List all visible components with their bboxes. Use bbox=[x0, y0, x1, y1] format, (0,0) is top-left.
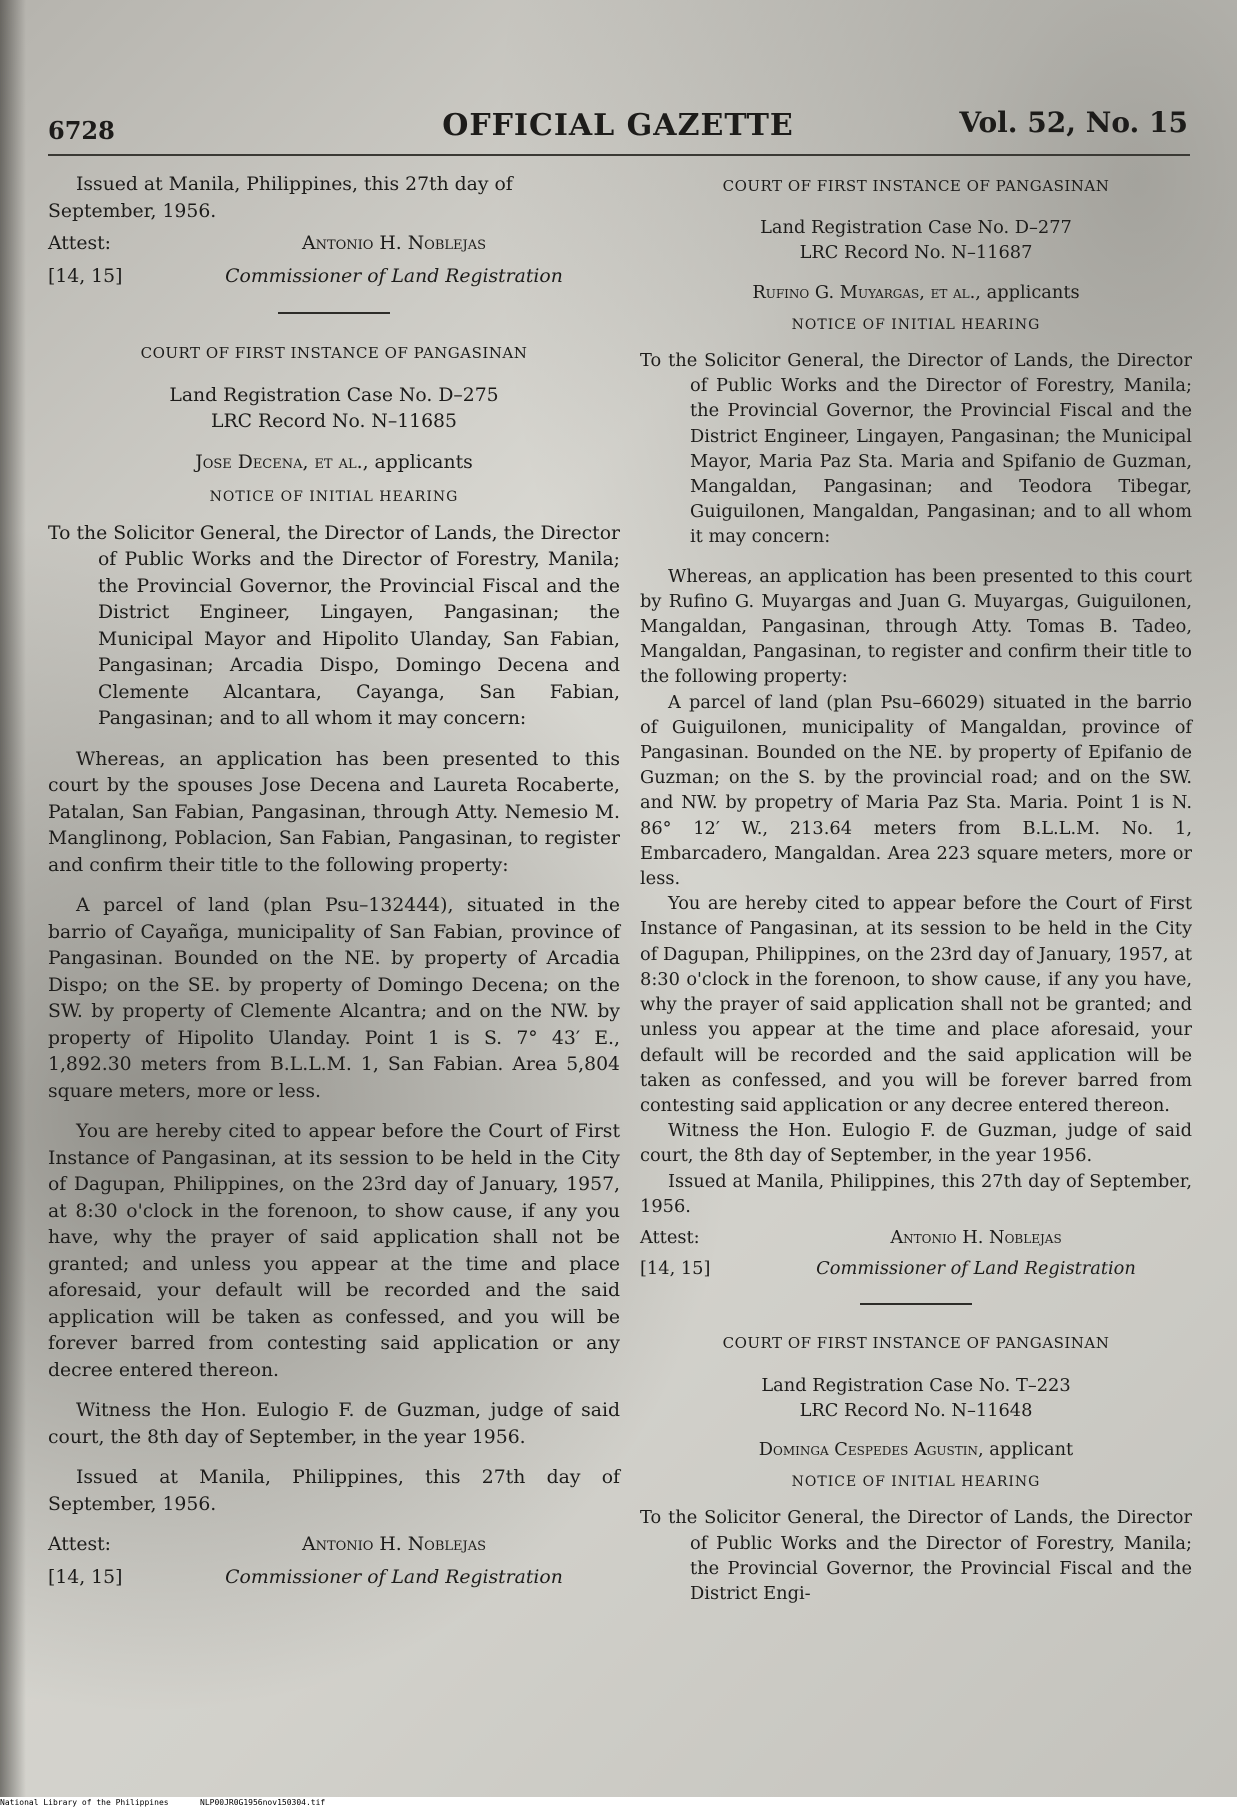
attest-label: Attest: bbox=[48, 233, 111, 254]
library-credit: National Library of the Philippines bbox=[0, 1798, 169, 1807]
address-paragraph-right: To the Solicitor General, the Director of Lands, the Director of Public Works and the Director of Forestry, Manila; the Provincial Governor, the Provincial Fiscal and the District Engineer, Lingayen, Pangasinan; the Municipal Mayor, Maria Paz Sta. Maria and Spifanio de Guzman, Mangaldan, Pangasinan; and Teodora Tibegar, Guiguilonen, Mangaldan, Pangasinan; and to all whom it may concern: bbox=[640, 350, 1192, 548]
applicant-name-right-2: Dominga Cespedes Agustin bbox=[758, 1438, 978, 1460]
page-shadow bbox=[0, 0, 26, 1797]
court-heading-right-2: COURT OF FIRST INSTANCE OF PANGASINAN bbox=[722, 1334, 1110, 1353]
case-no-right: Land Registration Case No. D–277 bbox=[760, 217, 1072, 239]
witness-paragraph: Witness the Hon. Eulogio F. de Guzman, judge of said court, the 8th day of September, in the year 1956. bbox=[48, 1400, 620, 1448]
page-number: 6728 bbox=[48, 116, 115, 145]
attest-title-2: Commissioner of Land Registration bbox=[225, 1566, 563, 1588]
cited-paragraph: You are hereby cited to appear before the Court of First Instance of Pangasinan, at its session to be held in the City of Dagupan, Philippines, on the 23rd day of January, 1957, at 8:30 o'clock in the forenoon, to show cause, if any you have, why the prayer of said application shall not be granted; and unless you appear at the time and place aforesaid, your default will be recorded and the said application will be taken as confessed, and you will be forever barred from contesting said application or any decree entered thereon. bbox=[48, 1121, 620, 1381]
scan-footer bbox=[0, 1797, 1237, 1808]
lrc-record-right-2: LRC Record No. N–11648 bbox=[799, 1399, 1033, 1421]
attest-signatory-2: Antonio H. Noblejas bbox=[302, 1534, 486, 1555]
attest-block bbox=[48, 231, 620, 258]
page-header bbox=[48, 106, 1188, 154]
applicants-name-right: Rufino G. Muyargas, et al. bbox=[752, 281, 976, 303]
attest-block-right bbox=[640, 1225, 1192, 1250]
attest-ref-right: [14, 15] bbox=[640, 1258, 711, 1280]
section-divider-right bbox=[860, 1303, 972, 1305]
applicant-line-right-2 bbox=[640, 1437, 1192, 1462]
court-heading: COURT OF FIRST INSTANCE OF PANGASINAN bbox=[140, 344, 528, 362]
notice-heading-right: NOTICE OF INITIAL HEARING bbox=[791, 316, 1041, 333]
issued-paragraph: Issued at Manila, Philippines, this 27th day of September, 1956. bbox=[48, 1467, 620, 1515]
witness-paragraph-right: Witness the Hon. Eulogio F. de Guzman, judge of said court, the 8th day of September, in the year 1956. bbox=[640, 1120, 1192, 1167]
issued-paragraph-right: Issued at Manila, Philippines, this 27th day of September, 1956. bbox=[640, 1170, 1192, 1217]
applicants-label-right: , applicants bbox=[975, 281, 1080, 303]
applicants-label: , applicants bbox=[362, 451, 473, 473]
parcel-paragraph: A parcel of land (plan Psu–132444), situated in the barrio of Cayañga, municipality of San Fabian, province of Pangasinan. Bounded on the NE. by property of Arcadia Dispo; on the SE. by property of Domingo Decena; on the SW. by property of Clemente Alcantra; and on the NW. by property of Hipolito Ulanday. Point 1 is S. 7° 43′ E., 1,892.30 meters from B.L.L.M. 1, San Fabian. Area 5,804 square meters, more or less. bbox=[48, 895, 620, 1102]
attest-signatory-right: Antonio H. Noblejas bbox=[890, 1226, 1062, 1248]
case-number-right bbox=[640, 215, 1192, 265]
address-paragraph-right-2: To the Solicitor General, the Director of Lands, the Director of Public Works and the Director of Forestry, Manila; the Provincial Governor, the Provincial Fiscal and the District Engi- bbox=[640, 1507, 1192, 1604]
right-column bbox=[640, 172, 1192, 1606]
issued-line-1: Issued at Manila, Philippines, this 27th day of bbox=[76, 174, 513, 195]
attest-title: Commissioner of Land Registration bbox=[225, 265, 563, 287]
address-paragraph: To the Solicitor General, the Director of Lands, the Director of Public Works and the Director of Forestry, Manila; the Provincial Governor, the Provincial Fiscal and the District Engineer, Lingayen, Pangasinan; the Municipal Mayor and Hipolito Ulanday, San Fabian, Pangasinan; Arcadia Dispo, Domingo Decena and Clemente Alcantara, Cayanga, San Fabian, Pangasinan; and to all whom it may concern: bbox=[48, 522, 620, 729]
notice-heading: NOTICE OF INITIAL HEARING bbox=[209, 489, 459, 505]
cited-paragraph-right: You are hereby cited to appear before the Court of First Instance of Pangasinan, at its session to be held in the City of Dagupan, Philippines, on the 23rd day of January, 1957, at 8:30 o'clock in the forenoon, to show cause, if any you have, why the prayer of said application shall not be granted; and unless you appear at the time and place aforesaid, your default will be recorded and the said application will be taken as confessed, and you will be forever barred from contesting said application or any decree entered thereon. bbox=[640, 893, 1192, 1116]
section-divider bbox=[278, 312, 390, 314]
left-column bbox=[48, 172, 620, 1591]
issued-line-2: September, 1956. bbox=[48, 200, 217, 222]
attest-ref-block bbox=[48, 264, 620, 291]
gazette-title: OFFICIAL GAZETTE bbox=[442, 108, 794, 143]
case-number bbox=[48, 383, 620, 436]
attest-ref-block-right bbox=[640, 1256, 1192, 1281]
attest-label-2: Attest: bbox=[48, 1534, 111, 1555]
attest-label-right: Attest: bbox=[640, 1226, 700, 1248]
attest-ref-block-2 bbox=[48, 1565, 620, 1592]
attest-title-right: Commissioner of Land Registration bbox=[816, 1258, 1136, 1280]
case-no: Land Registration Case No. D–275 bbox=[169, 384, 499, 406]
case-number-right-2 bbox=[640, 1373, 1192, 1423]
attest-ref-2: [14, 15] bbox=[48, 1566, 123, 1588]
applicant-label-right-2: , applicant bbox=[978, 1438, 1074, 1460]
court-heading-right: COURT OF FIRST INSTANCE OF PANGASINAN bbox=[722, 177, 1110, 195]
header-rule bbox=[48, 154, 1190, 156]
case-no-right-2: Land Registration Case No. T–223 bbox=[761, 1374, 1071, 1396]
applicants-line-right bbox=[640, 280, 1192, 305]
volume-number: Vol. 52, No. 15 bbox=[959, 106, 1188, 139]
whereas-paragraph: Whereas, an application has been presented to this court by the spouses Jose Decena and Laureta Rocaberte, Patalan, San Fabian, Pangasinan, through Atty. Nemesio M. Manglinong, Poblacion, San Fabian, Pangasinan, to register and confirm their title to the following property: bbox=[48, 748, 620, 876]
notice-heading-right-2: NOTICE OF INITIAL HEARING bbox=[791, 1474, 1041, 1491]
parcel-paragraph-right: A parcel of land (plan Psu–66029) situated in the barrio of Guiguilonen, municipality of Mangaldan, province of Pangasinan. Bounded on the NE. by property of Epifanio de Guzman; on the S. by the provincial road; and on the SW. and NW. by propetry of Maria Paz Sta. Maria. Point 1 is N. 86° 12′ W., 213.64 meters from B.L.L.M. No. 1, Embarcadero, Mangaldan. Area 223 square meters, more or less. bbox=[640, 691, 1192, 890]
applicants-line bbox=[48, 450, 620, 477]
lrc-record-right: LRC Record No. N–11687 bbox=[799, 242, 1033, 264]
whereas-paragraph-right: Whereas, an application has been presented to this court by Rufino G. Muyargas and Juan G. Muyargas, Guiguilonen, Mangaldan, Pangasinan, through Atty. Tomas B. Tadeo, Mangaldan, Pangasinan, to register and confirm their title to the following property: bbox=[640, 565, 1192, 688]
attest-block-2 bbox=[48, 1532, 620, 1559]
attest-signatory: Antonio H. Noblejas bbox=[302, 233, 486, 254]
attest-ref: [14, 15] bbox=[48, 265, 123, 287]
lrc-record: LRC Record No. N–11685 bbox=[211, 411, 457, 432]
scan-filename: NLP00JR0G1956nov150304.tif bbox=[200, 1798, 326, 1807]
applicants-name: Jose Decena, et al. bbox=[195, 451, 363, 473]
